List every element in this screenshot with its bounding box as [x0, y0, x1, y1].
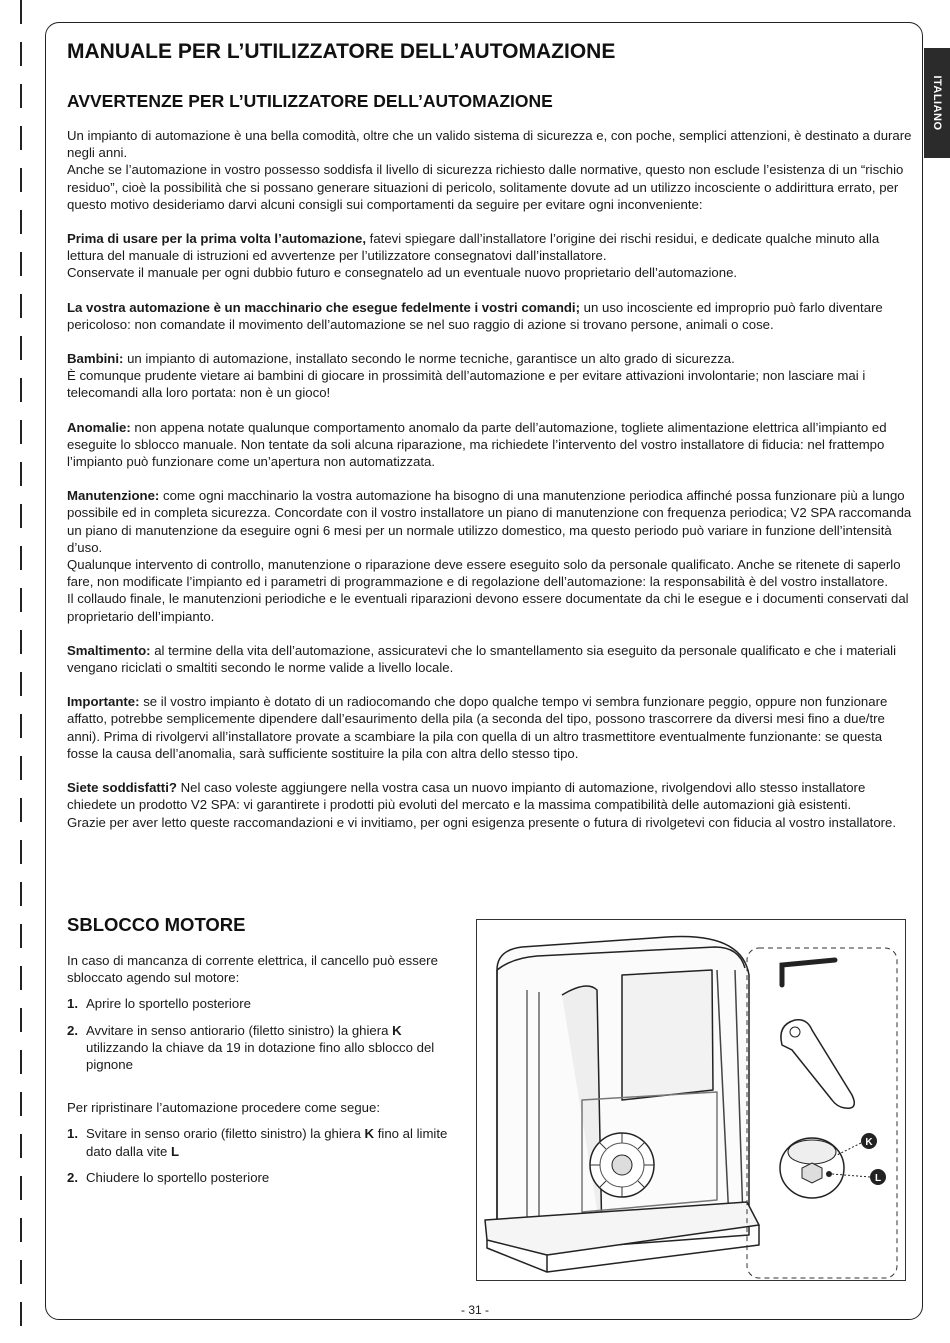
primo-uso-paragraph	[67, 230, 912, 282]
importante-paragraph	[67, 693, 912, 762]
unlock-step-1	[67, 995, 462, 1012]
primo-uso-text: fatevi spiegare dall’installatore l’origine dei rischi residui, e dedicate qualche minuto alla lettura del manuale di istruzioni ed avvertenze per l’utilizzatore consegnatovi dall’installatore.	[67, 231, 880, 264]
restore-steps	[67, 1125, 462, 1186]
anomalie-lead: Anomalie:	[67, 419, 131, 435]
unlock-steps	[67, 995, 462, 1073]
step-text-pre: Avvitare in senso antiorario (filetto sinistro) la ghiera	[86, 1022, 393, 1038]
unlock-step-2	[67, 1022, 462, 1074]
soddisfatti-paragraph	[67, 779, 912, 831]
allen-key-icon	[782, 960, 835, 985]
intro-line-2: Anche se l’automazione in vostro possesso soddisfa il livello di sicurezza richiesto dalle normative, questo non esclude l’esistenza di un “rischio residuo”, cioè la possibilità che si possano generare situazioni di pericolo, solitamente dovute ad un utilizzo incosciente o addirittura errato, per questo motivo desideriamo darvi alcuni consigli sui comportamenti da seguire per evitare ogni inconveniente:	[67, 162, 904, 212]
l-label: L	[874, 1173, 882, 1184]
crop-marks	[20, 0, 24, 1343]
page-title: MANUALE PER L’UTILIZZATORE DELL’AUTOMAZIONE	[67, 40, 616, 63]
manutenzione-line3: Il collaudo finale, le manutenzioni periodiche e le eventuali riparazioni devono essere documentate da chi le esegue e i documenti conservati dal proprietario dell’impianto.	[67, 591, 909, 624]
language-tab-label: ITALIANO	[931, 75, 943, 131]
motor-illustration	[477, 920, 907, 1282]
step-text: Chiudere lo sportello posteriore	[86, 1169, 270, 1185]
ring-nut-detail	[780, 1138, 844, 1198]
page-number: - 31 -	[460, 1303, 489, 1317]
step-text-mid: fino al limite dato dalla vite	[86, 1126, 448, 1159]
smaltimento-text: al termine della vita dell’automazione, assicuratevi che lo smantellamento sia eseguito da personale qualificato e che i materiali vengano riciclati o smaltiti secondo le norme valide a livello locale.	[67, 642, 897, 676]
avvertenze-body	[67, 127, 912, 848]
sblocco-intro: In caso di mancanza di corrente elettrica, il cancello può essere sbloccato agendo sul motore:	[67, 953, 438, 986]
primo-uso-line2: Conservate il manuale per ogni dubbio futuro e consegnatelo ad un eventuale nuovo proprietario dell’automazione.	[67, 265, 738, 281]
accessories-box	[747, 948, 897, 1278]
macchinario-text: un uso incosciente ed improprio può farlo diventare pericoloso: non comandate il movimento dell’automazione se nel suo raggio di azione si trovano persone, animali o cose.	[67, 299, 883, 332]
bambini-text: un impianto di automazione, installato secondo le norme tecniche, garantisce un alto grado di sicurezza.	[123, 351, 735, 367]
step-number: 1.	[67, 996, 78, 1012]
step-number: 2.	[67, 1022, 78, 1038]
bambini-line2: È comunque prudente vietare ai bambini di giocare in prossimità dell’automazione e per evitare attivazioni involontarie; non lasciare mai i telecomandi alla loro portata: non è un gioco!	[67, 368, 866, 401]
restore-step-1	[67, 1125, 462, 1159]
bambini-lead: Bambini:	[67, 351, 124, 367]
ring-nut-key-label: K	[364, 1126, 375, 1142]
step-text-pre: Svitare in senso orario (filetto sinistro) la ghiera	[86, 1126, 365, 1142]
section-heading-avvertenze: AVVERTENZE PER L’UTILIZZATORE DELL’AUTOMAZIONE	[67, 91, 553, 111]
manutenzione-text: come ogni macchinario la vostra automazione ha bisogno di una manutenzione periodica affinché possa funzionare più a lungo possibile ed in completa sicurezza. Concordate con il vostro installatore un piano di manutenzione con frequenza periodica; V2 SPA raccomanda un piano di manutenzione da eseguire ogni 6 mesi per un normale utilizzo domestico, ma questo periodo può variare in funzione dell’intensità d’uso.	[67, 488, 912, 555]
manutenzione-line2: Qualunque intervento di controllo, manutenzione o riparazione deve essere eseguito solo da personale qualificato. Anche se ritenete di saperlo fare, non modificate l’impianto ed i parametri di programmazione e di regolazione dell’automazione: la responsabilità è del vostro installatore.	[67, 557, 901, 590]
step-number: 2.	[67, 1169, 78, 1185]
k-label: K	[865, 1137, 873, 1148]
anomalie-paragraph	[67, 419, 912, 471]
screw-key-label: L	[171, 1143, 180, 1159]
bambini-paragraph	[67, 350, 912, 402]
soddisfatti-lead: Siete soddisfatti?	[67, 780, 177, 796]
importante-text: se il vostro impianto è dotato di un radiocomando che dopo qualche tempo vi sembra funzionare peggio, oppure non funzionare affatto, potrebbe semplicemente dipendere dall’esaurimento della pila (a seconda del tipo, possono trascorrere da diversi mesi fino a due/tre anni). Prima di rivolgervi all’installatore provate a scambiare la pila con quella di un altro trasmettitore eventualmente funzionante: se questa fosse la causa dell’anomalia, sarà sufficiente sostituire la pila con altra dello stesso tipo.	[67, 694, 888, 761]
restore-step-2	[67, 1169, 462, 1186]
primo-uso-lead: Prima di usare per la prima volta l’automazione,	[67, 231, 367, 247]
manutenzione-lead: Manutenzione:	[67, 488, 160, 504]
intro-paragraph	[67, 127, 912, 213]
step-number: 1.	[67, 1126, 78, 1142]
manutenzione-paragraph	[67, 487, 912, 625]
smaltimento-lead: Smaltimento:	[67, 642, 151, 658]
anomalie-text: non appena notate qualunque comportamento anomalo da parte dell’automazione, togliete alimentazione elettrica all’impianto ed eseguite lo sblocco manuale. Non tentate da soli alcuna riparazione, ma richiedete l’intervento del vostro installatore di fiducia: nel frattempo l’impianto può funzionare come un’apertura non automatizzata.	[67, 419, 887, 470]
soddisfatti-line2: Grazie per aver letto queste raccomandazioni e vi invitiamo, per ogni esigenza presente o futura di rivolgetevi con fiducia al vostro installatore.	[67, 814, 897, 830]
intro-line-1: Un impianto di automazione è una bella comodità, oltre che un valido sistema di sicurezza e, con poche, semplici attenzioni, è destinato a durare negli anni.	[67, 128, 912, 161]
soddisfatti-text: Nel caso voleste aggiungere nella vostra casa un nuovo impianto di automazione, rivolgendovi allo stesso installatore chiedete un prodotto V2 SPA: vi garantirete i prodotti più evoluti del mercato e la massima compatibilità delle automazioni già esistenti.	[67, 780, 866, 813]
motor-release-figure	[476, 919, 906, 1281]
importante-lead: Importante:	[67, 694, 140, 710]
smaltimento-paragraph	[67, 642, 912, 676]
ring-nut-key-label: K	[392, 1022, 402, 1038]
step-text: Aprire lo sportello posteriore	[86, 996, 251, 1012]
sblocco-body	[67, 952, 462, 1212]
pinion-gear	[590, 1133, 654, 1197]
step-text-post: utilizzando la chiave da 19 in dotazione fino allo sblocco del pignone	[86, 1039, 435, 1073]
macchinario-lead: La vostra automazione è un macchinario che esegue fedelmente i vostri comandi;	[67, 299, 580, 315]
macchinario-paragraph	[67, 299, 912, 333]
section-heading-sblocco: SBLOCCO MOTORE	[67, 914, 246, 935]
language-tab	[924, 48, 950, 158]
restore-intro: Per ripristinare l’automazione procedere come segue:	[67, 1100, 380, 1116]
